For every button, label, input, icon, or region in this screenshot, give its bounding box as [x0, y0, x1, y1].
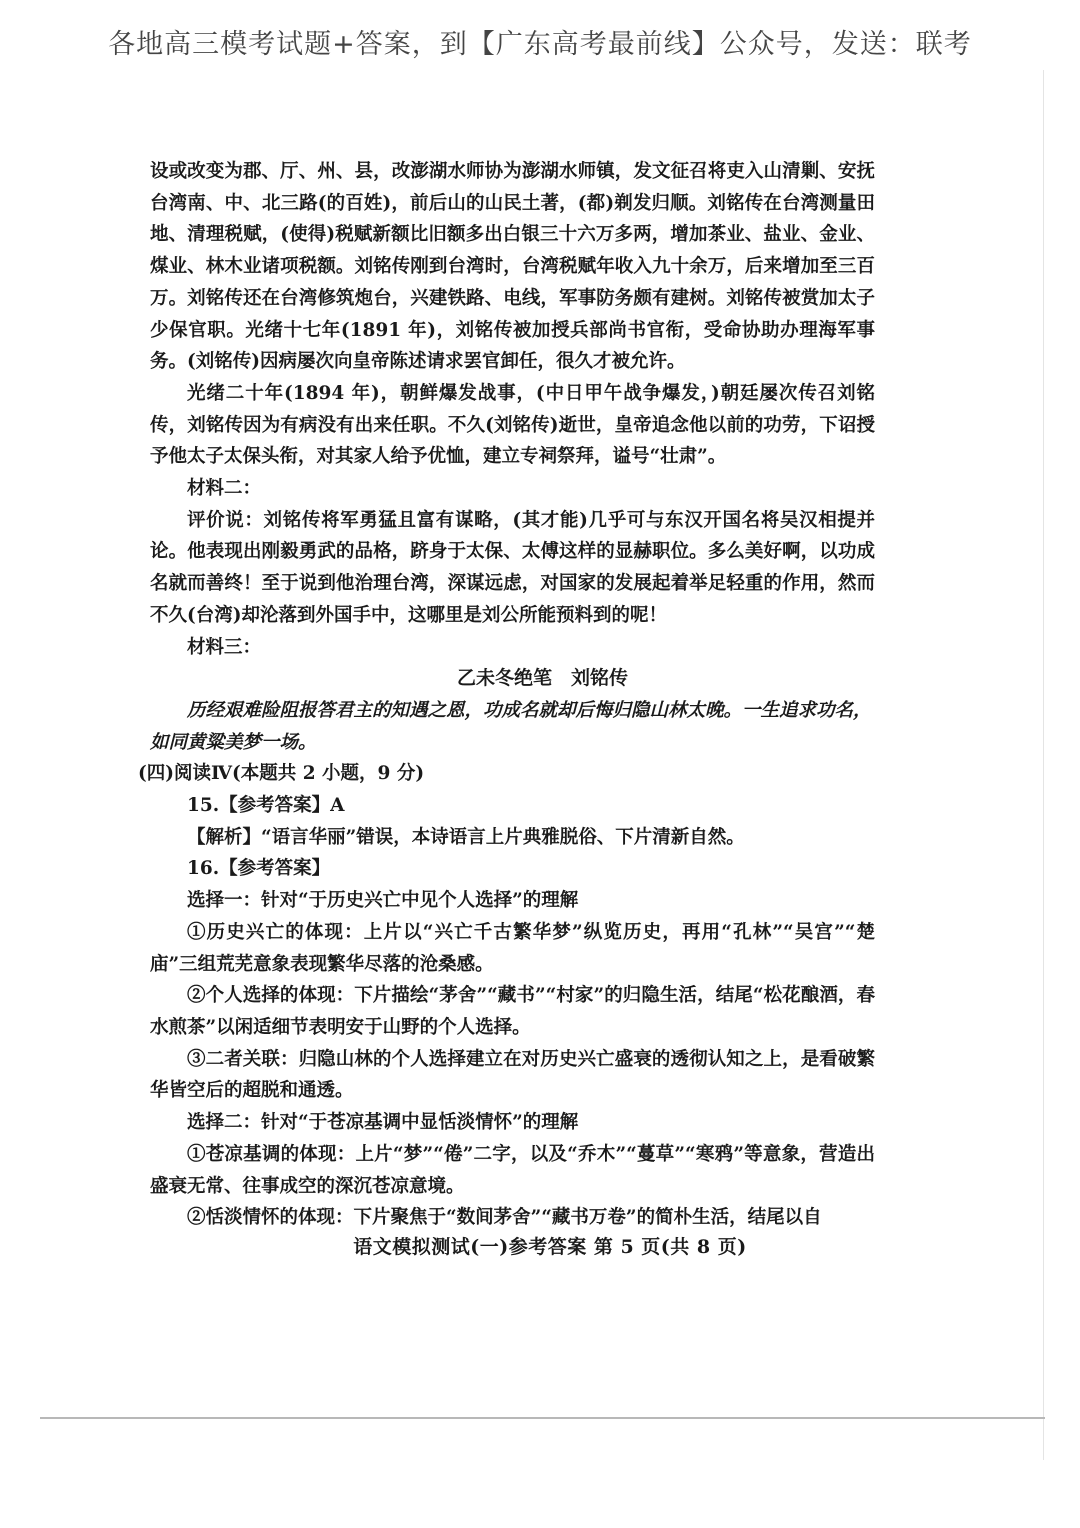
choice-two-item-1: ①苍凉基调的体现：上片“梦”“倦”二字，以及“乔木”“蔓草”“寒鸦”等意象，营造出盛衰无常、往事成空的深沉苍凉意境。 — [150, 1143, 875, 1197]
material-two-label: 材料二： — [187, 478, 262, 500]
material-three-label: 材料三： — [187, 636, 262, 658]
choice-one-heading: 选择一：针对“于历史兴亡中见个人选择”的理解 — [187, 890, 579, 912]
paragraph-translation-1: 设或改变为郡、厅、州、县，改澎湖水师协为澎湖水师镇，发文征召将吏入山清剿、安抚台湾南、中、北三路(的百姓)，前后山的山民土著，(都)剃发归顺。刘铭传在台湾测量田地、清理税赋，(使得)税赋新额比旧额多出白银三十六万多两，增加茶业、盐业、金业、煤业、林木业诸项税额。刘铭传刚到台湾时，台湾税赋年收入九十余万，后来增加至三百万。刘铭传还在台湾修筑炮台，兴建铁路、电线，军事防务颇有建树。刘铭传被赏加太子少保官职。光绪十七年(1891 年)，刘铭传被加授兵部尚书官衔，受命协助办理海军事务。(刘铭传)因病屡次向皇帝陈述请求罢官卸任，很久才被允许。 — [150, 161, 875, 373]
page-footer: 语文模拟测试(一)参考答案 第 5 页(共 8 页) — [353, 1236, 747, 1258]
question-15-answer: 15.【参考答案】A — [187, 795, 345, 817]
choice-one-item-1: ①历史兴亡的体现：上片以“兴亡千古繁华梦”纵览历史，再用“孔林”“吴宫”“楚庙”三组荒芜意象表现繁华尽落的沧桑感。 — [150, 921, 875, 975]
bottom-divider — [40, 1417, 1045, 1419]
choice-one-item-3: ③二者关联：归隐山林的个人选择建立在对历史兴亡盛衰的透彻认知之上，是看破繁华皆空后的超脱和通透。 — [150, 1048, 875, 1102]
paragraph-translation-2: 光绪二十年(1894 年)，朝鲜爆发战事，(中日甲午战争爆发，)朝廷屡次传召刘铭传，刘铭传因为有病没有出来任职。不久(刘铭传)逝世，皇帝追念他以前的功劳，下诏授予他太子太保头衔，对其家人给予优恤，建立专祠祭拜，谥号“壮肃”。 — [150, 382, 875, 468]
section-heading: (四)阅读Ⅳ(本题共 2 小题，9 分) — [138, 763, 425, 785]
watermark-banner: 各地高三模考试题+答案，到【广东高考最前线】公众号，发送：联考 — [108, 29, 972, 60]
question-15-analysis: 【解析】“语言华丽”错误，本诗语言上片典雅脱俗、下片清新自然。 — [187, 826, 745, 848]
poem-translation: 历经艰难险阻报答君主的知遇之恩，功成名就却后悔归隐山林太晚。一生追求功名，如同黄粱美梦一场。 — [150, 699, 872, 753]
poem-title: 乙未冬绝笔 刘铭传 — [456, 667, 628, 690]
choice-one-item-2: ②个人选择的体现：下片描绘“茅舍”“藏书”“村家”的归隐生活，结尾“松花酿酒，春水煎茶”以闲适细节表明安于山野的个人选择。 — [150, 985, 875, 1038]
paragraph-evaluation: 评价说：刘铭传将军勇猛且富有谋略，(其才能)几乎可与东汉开国名将吴汉相提并论。他表现出刚毅勇武的品格，跻身于太保、太傅这样的显赫职位。多么美好啊，以功成名就而善终！至于说到他治理台湾，深谋远虑，对国家的发展起着举足轻重的作用，然而不久(台湾)却沦落到外国手中，这哪里是刘公所能预料到的呢！ — [150, 509, 875, 626]
document-body — [138, 156, 875, 1234]
choice-two-item-2: ②恬淡情怀的体现：下片聚焦于“数间茅舍”“藏书万卷”的简朴生活，结尾以自 — [187, 1207, 822, 1229]
question-16-answer: 16.【参考答案】 — [187, 858, 331, 880]
choice-two-heading: 选择二：针对“于苍凉基调中显恬淡情怀”的理解 — [187, 1112, 579, 1134]
